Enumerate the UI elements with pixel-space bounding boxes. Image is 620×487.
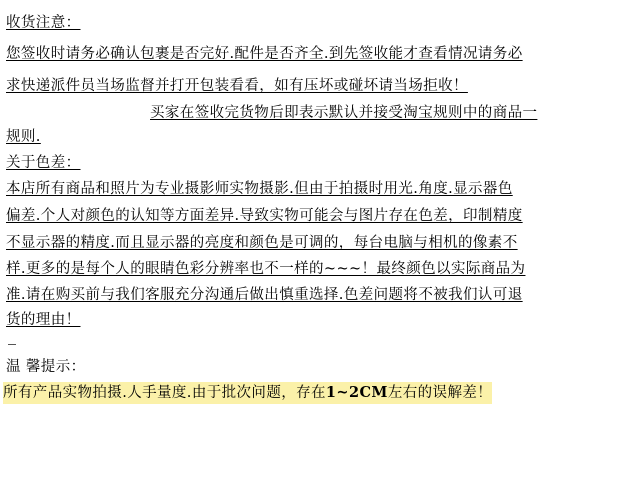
receipt-line-4: 规则. <box>6 129 41 145</box>
color-diff-line-4: 样.更多的是每个人的眼睛色彩分辨率也不一样的~~~！最终颜色以实际商品为 <box>6 261 526 277</box>
color-diff-heading: 关于色差： <box>6 155 81 171</box>
tips-heading: 温 馨提示： <box>6 359 86 375</box>
tips-text-after: 左右的误解差！ <box>387 385 493 401</box>
receipt-line-3: 买家在签收完货物后即表示默认并接受淘宝规则中的商品一 <box>150 105 538 121</box>
color-diff-line-6: 货的理由！ <box>6 312 81 328</box>
receipt-heading: 收货注意： <box>6 15 81 31</box>
color-diff-line-3: 不显示器的精度.而且显示器的亮度和颜色是可调的，每台电脑与相机的像素不 <box>6 235 518 251</box>
tips-line <box>3 382 492 404</box>
receipt-line-1: 您签收时请务必确认包裹是否完好.配件是否齐全.到先签收能才查看情况请务必 <box>6 46 523 62</box>
tips-text-before: 所有产品实物拍摄.人手量度.由于批次问题，存在 <box>3 385 326 401</box>
color-diff-line-2: 偏差.个人对颜色的认知等方面差异.导致实物可能会与图片存在色差，印制精度 <box>6 208 523 224</box>
divider-dash <box>8 344 16 345</box>
color-diff-line-1: 本店所有商品和照片为专业摄影师实物摄影.但由于拍摄时用光.角度.显示器色 <box>6 181 513 197</box>
color-diff-line-5: 准.请在购买前与我们客服充分沟通后做出慎重选择.色差问题将不被我们认可退 <box>6 287 523 303</box>
receipt-line-2: 求快递派件员当场监督并打开包装看看，如有压坏或碰坏请当场拒收！ <box>6 78 468 94</box>
tips-size-value: 1~2CM <box>325 384 388 401</box>
